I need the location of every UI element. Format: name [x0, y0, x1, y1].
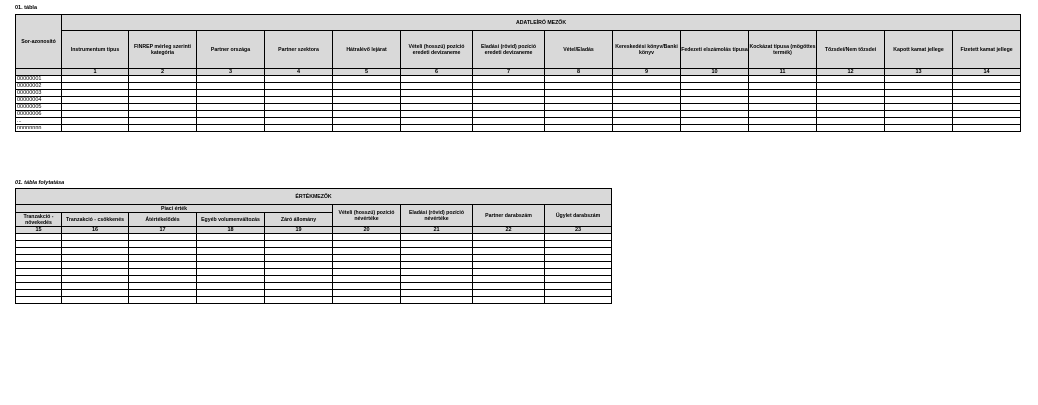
- data-cell[interactable]: [953, 76, 1021, 83]
- data-cell[interactable]: [129, 290, 197, 297]
- row-id: 00000004: [16, 97, 62, 104]
- column-header: Eladási (rövid) pozíció eredeti devizaneme: [473, 31, 545, 69]
- table-row: [16, 297, 612, 304]
- data-cell[interactable]: [197, 241, 265, 248]
- column-number: 9: [613, 69, 681, 76]
- column-number: 2: [129, 69, 197, 76]
- data-cell[interactable]: [953, 111, 1021, 118]
- column-number: 4: [265, 69, 333, 76]
- data-cell[interactable]: [885, 90, 953, 97]
- table2-caption: 01. tábla folytatása: [15, 180, 65, 186]
- data-cell[interactable]: [265, 255, 333, 262]
- data-cell[interactable]: [265, 234, 333, 241]
- data-cell[interactable]: [197, 111, 265, 118]
- column-header: Vételi (hosszú) pozíció névértéke: [333, 205, 401, 227]
- data-cell[interactable]: [681, 125, 749, 132]
- data-cell[interactable]: [545, 269, 612, 276]
- data-cell[interactable]: [265, 276, 333, 283]
- value-table: [15, 188, 612, 304]
- data-cell[interactable]: [613, 90, 681, 97]
- data-cell[interactable]: [333, 83, 401, 90]
- data-cell[interactable]: [545, 255, 612, 262]
- column-number: 1: [62, 69, 129, 76]
- data-cell[interactable]: [62, 241, 129, 248]
- data-cell[interactable]: [817, 104, 885, 111]
- data-cell[interactable]: [333, 234, 401, 241]
- column-header: Kereskedési könyv/Banki könyv: [613, 31, 681, 69]
- data-cell[interactable]: [817, 111, 885, 118]
- data-cell[interactable]: [62, 234, 129, 241]
- data-cell[interactable]: [885, 111, 953, 118]
- data-cell[interactable]: [817, 125, 885, 132]
- data-cell[interactable]: [265, 269, 333, 276]
- data-cell[interactable]: [545, 234, 612, 241]
- column-number: 11: [749, 69, 817, 76]
- data-cell[interactable]: [197, 125, 265, 132]
- column-number: 5: [333, 69, 401, 76]
- data-cell[interactable]: [817, 97, 885, 104]
- data-cell[interactable]: [16, 262, 62, 269]
- data-cell[interactable]: [401, 118, 473, 125]
- table1-caption: 01. tábla: [15, 5, 38, 11]
- column-number: 18: [197, 227, 265, 234]
- data-cell[interactable]: [473, 297, 545, 304]
- data-cell[interactable]: [681, 118, 749, 125]
- data-cell[interactable]: [265, 283, 333, 290]
- data-cell[interactable]: [681, 76, 749, 83]
- data-cell[interactable]: [16, 269, 62, 276]
- column-header: Tőzsdei/Nem tőzsdei: [817, 31, 885, 69]
- data-cell[interactable]: [953, 83, 1021, 90]
- data-cell[interactable]: [545, 241, 612, 248]
- data-cell[interactable]: [749, 76, 817, 83]
- data-cell[interactable]: [129, 76, 197, 83]
- data-cell[interactable]: [401, 248, 473, 255]
- data-cell[interactable]: [473, 290, 545, 297]
- data-cell[interactable]: [265, 241, 333, 248]
- data-cell[interactable]: [401, 255, 473, 262]
- data-cell[interactable]: [401, 297, 473, 304]
- data-cell[interactable]: [265, 297, 333, 304]
- data-cell[interactable]: [545, 262, 612, 269]
- data-cell[interactable]: [129, 118, 197, 125]
- column-number: 16: [62, 227, 129, 234]
- data-cell[interactable]: [265, 90, 333, 97]
- data-cell[interactable]: [401, 269, 473, 276]
- sub-column-header: Tranzakció - csökkenés: [62, 213, 129, 227]
- data-cell[interactable]: [197, 97, 265, 104]
- data-cell[interactable]: [16, 234, 62, 241]
- data-cell[interactable]: [197, 118, 265, 125]
- data-cell[interactable]: [197, 269, 265, 276]
- data-cell[interactable]: [333, 90, 401, 97]
- data-cell[interactable]: [333, 104, 401, 111]
- data-cell[interactable]: [885, 125, 953, 132]
- data-cell[interactable]: [197, 90, 265, 97]
- table-row: [16, 248, 612, 255]
- data-cell[interactable]: [749, 97, 817, 104]
- column-header: Instrumentum típus: [62, 31, 129, 69]
- data-cell[interactable]: [62, 97, 129, 104]
- table-row: [16, 97, 1021, 104]
- data-cell[interactable]: [749, 111, 817, 118]
- data-cell[interactable]: [197, 283, 265, 290]
- data-cell[interactable]: [333, 125, 401, 132]
- data-cell[interactable]: [129, 276, 197, 283]
- data-cell[interactable]: [749, 118, 817, 125]
- data-cell[interactable]: [613, 125, 681, 132]
- column-header: Kockázat típusa (mögöttes termék): [749, 31, 817, 69]
- column-header: FINREP mérleg szerinti kategória: [129, 31, 197, 69]
- data-cell[interactable]: [16, 276, 62, 283]
- data-cell[interactable]: [545, 118, 613, 125]
- data-cell[interactable]: [401, 290, 473, 297]
- sub-column-header: Tranzakció - növekedés: [16, 213, 62, 227]
- data-cell[interactable]: [62, 269, 129, 276]
- data-cell[interactable]: [681, 104, 749, 111]
- data-cell[interactable]: [401, 83, 473, 90]
- data-cell[interactable]: [749, 83, 817, 90]
- table-row: [16, 111, 1021, 118]
- data-cell[interactable]: [129, 111, 197, 118]
- data-cell[interactable]: [401, 262, 473, 269]
- table-row: [16, 255, 612, 262]
- value-fields-header: ÉRTÉKMEZŐK: [16, 189, 612, 205]
- data-cell[interactable]: [265, 290, 333, 297]
- data-cell[interactable]: [545, 248, 612, 255]
- data-cell[interactable]: [401, 125, 473, 132]
- data-cell[interactable]: [401, 76, 473, 83]
- column-number: 19: [265, 227, 333, 234]
- data-cell[interactable]: [545, 283, 612, 290]
- data-cell[interactable]: [473, 234, 545, 241]
- data-cell[interactable]: [885, 76, 953, 83]
- descriptor-fields-header: ADATLEÍRÓ MEZŐK: [62, 15, 1021, 31]
- data-cell[interactable]: [62, 76, 129, 83]
- data-cell[interactable]: [16, 290, 62, 297]
- row-id: 00000003: [16, 90, 62, 97]
- data-cell[interactable]: [401, 234, 473, 241]
- data-cell[interactable]: [473, 104, 545, 111]
- column-number: 10: [681, 69, 749, 76]
- data-cell[interactable]: [953, 97, 1021, 104]
- column-number: 22: [473, 227, 545, 234]
- data-cell[interactable]: [613, 83, 681, 90]
- data-cell[interactable]: [545, 297, 612, 304]
- data-cell[interactable]: [681, 97, 749, 104]
- data-cell[interactable]: [197, 290, 265, 297]
- data-cell[interactable]: [401, 111, 473, 118]
- data-cell[interactable]: [129, 283, 197, 290]
- sub-column-header: Záró állomány: [265, 213, 333, 227]
- data-cell[interactable]: [749, 125, 817, 132]
- data-cell[interactable]: [681, 111, 749, 118]
- data-cell[interactable]: [265, 118, 333, 125]
- column-header: Kapott kamat jellege: [885, 31, 953, 69]
- data-cell[interactable]: [129, 241, 197, 248]
- data-cell[interactable]: [545, 97, 613, 104]
- data-cell[interactable]: [62, 248, 129, 255]
- data-cell[interactable]: [197, 104, 265, 111]
- row-id: 00000006: [16, 111, 62, 118]
- data-cell[interactable]: [333, 269, 401, 276]
- data-cell[interactable]: [265, 111, 333, 118]
- row-id: nnnnnnnn: [16, 125, 62, 132]
- data-cell[interactable]: [473, 255, 545, 262]
- data-cell[interactable]: [885, 97, 953, 104]
- data-cell[interactable]: [885, 104, 953, 111]
- data-cell[interactable]: [265, 125, 333, 132]
- data-cell[interactable]: [333, 76, 401, 83]
- column-header: Partner országa: [197, 31, 265, 69]
- column-header: Ügylet darabszám: [545, 205, 612, 227]
- data-cell[interactable]: [265, 248, 333, 255]
- data-cell[interactable]: [473, 90, 545, 97]
- table-row: [16, 269, 612, 276]
- data-cell[interactable]: [16, 248, 62, 255]
- data-cell[interactable]: [129, 104, 197, 111]
- table-row: [16, 262, 612, 269]
- column-header: Fedezeti elszámolás típusa: [681, 31, 749, 69]
- data-cell[interactable]: [333, 111, 401, 118]
- data-cell[interactable]: [953, 90, 1021, 97]
- data-cell[interactable]: [545, 104, 613, 111]
- data-cell[interactable]: [265, 97, 333, 104]
- data-cell[interactable]: [473, 269, 545, 276]
- data-cell[interactable]: [885, 118, 953, 125]
- data-cell[interactable]: [473, 276, 545, 283]
- column-header: Partner szektora: [265, 31, 333, 69]
- data-cell[interactable]: [129, 90, 197, 97]
- data-cell[interactable]: [473, 262, 545, 269]
- data-cell[interactable]: [333, 248, 401, 255]
- data-cell[interactable]: [129, 269, 197, 276]
- data-cell[interactable]: [16, 297, 62, 304]
- data-cell[interactable]: [473, 125, 545, 132]
- data-cell[interactable]: [129, 297, 197, 304]
- table-row: [16, 276, 612, 283]
- data-cell[interactable]: [333, 118, 401, 125]
- row-id: ...: [16, 118, 62, 125]
- data-cell[interactable]: [62, 255, 129, 262]
- data-cell[interactable]: [613, 111, 681, 118]
- data-cell[interactable]: [62, 118, 129, 125]
- data-cell[interactable]: [545, 290, 612, 297]
- data-cell[interactable]: [953, 118, 1021, 125]
- data-cell[interactable]: [129, 83, 197, 90]
- data-cell[interactable]: [16, 255, 62, 262]
- data-cell[interactable]: [749, 104, 817, 111]
- data-cell[interactable]: [545, 76, 613, 83]
- data-cell[interactable]: [197, 276, 265, 283]
- column-number: 12: [817, 69, 885, 76]
- sub-column-header: Egyéb volumenváltozás: [197, 213, 265, 227]
- data-cell[interactable]: [473, 111, 545, 118]
- data-cell[interactable]: [62, 290, 129, 297]
- data-cell[interactable]: [197, 262, 265, 269]
- number-cell-empty: [16, 69, 62, 76]
- data-cell[interactable]: [401, 104, 473, 111]
- data-cell[interactable]: [473, 241, 545, 248]
- data-cell[interactable]: [129, 234, 197, 241]
- data-cell[interactable]: [401, 283, 473, 290]
- data-cell[interactable]: [473, 118, 545, 125]
- data-cell[interactable]: [197, 83, 265, 90]
- data-cell[interactable]: [129, 97, 197, 104]
- column-number: 6: [401, 69, 473, 76]
- data-cell[interactable]: [265, 104, 333, 111]
- table-row: [16, 118, 1021, 125]
- table-row: [16, 234, 612, 241]
- column-number: 21: [401, 227, 473, 234]
- data-cell[interactable]: [817, 76, 885, 83]
- data-cell[interactable]: [197, 297, 265, 304]
- data-cell[interactable]: [197, 255, 265, 262]
- sub-column-header: Átértékelődés: [129, 213, 197, 227]
- data-cell[interactable]: [953, 125, 1021, 132]
- data-cell[interactable]: [613, 118, 681, 125]
- data-cell[interactable]: [545, 276, 612, 283]
- column-number: 20: [333, 227, 401, 234]
- table-row: [16, 104, 1021, 111]
- data-cell[interactable]: [333, 283, 401, 290]
- row-id: 00000002: [16, 83, 62, 90]
- data-cell[interactable]: [62, 104, 129, 111]
- descriptor-table: [15, 14, 1021, 132]
- data-cell[interactable]: [401, 276, 473, 283]
- data-cell[interactable]: [817, 118, 885, 125]
- row-id: 00000005: [16, 104, 62, 111]
- table-row: [16, 241, 612, 248]
- data-cell[interactable]: [333, 276, 401, 283]
- data-cell[interactable]: [545, 111, 613, 118]
- rowid-header: Sor-azonosító: [16, 15, 62, 69]
- data-cell[interactable]: [681, 90, 749, 97]
- data-cell[interactable]: [129, 255, 197, 262]
- column-number: 14: [953, 69, 1021, 76]
- column-number: 8: [545, 69, 613, 76]
- data-cell[interactable]: [62, 90, 129, 97]
- data-cell[interactable]: [613, 76, 681, 83]
- market-value-header: Piaci érték: [16, 205, 333, 213]
- column-header: Partner darabszám: [473, 205, 545, 227]
- column-header: Hátralévő lejárat: [333, 31, 401, 69]
- data-cell[interactable]: [749, 90, 817, 97]
- data-cell[interactable]: [333, 97, 401, 104]
- table-row: [16, 290, 612, 297]
- data-cell[interactable]: [681, 83, 749, 90]
- data-cell[interactable]: [62, 83, 129, 90]
- data-cell[interactable]: [129, 125, 197, 132]
- data-cell[interactable]: [62, 111, 129, 118]
- data-cell[interactable]: [473, 76, 545, 83]
- data-cell[interactable]: [333, 290, 401, 297]
- table-row: [16, 283, 612, 290]
- data-cell[interactable]: [265, 76, 333, 83]
- data-cell[interactable]: [129, 248, 197, 255]
- column-header: Vételi (hosszú) pozíció eredeti devizaneme: [401, 31, 473, 69]
- data-cell[interactable]: [197, 76, 265, 83]
- data-cell[interactable]: [333, 241, 401, 248]
- data-cell[interactable]: [333, 255, 401, 262]
- data-cell[interactable]: [129, 262, 197, 269]
- data-cell[interactable]: [265, 83, 333, 90]
- data-cell[interactable]: [545, 83, 613, 90]
- data-cell[interactable]: [473, 283, 545, 290]
- data-cell[interactable]: [545, 125, 613, 132]
- data-cell[interactable]: [473, 83, 545, 90]
- data-cell[interactable]: [613, 104, 681, 111]
- data-cell[interactable]: [197, 248, 265, 255]
- column-number: 3: [197, 69, 265, 76]
- data-cell[interactable]: [62, 297, 129, 304]
- column-number: 17: [129, 227, 197, 234]
- data-cell[interactable]: [953, 104, 1021, 111]
- column-header: Fizetett kamat jellege: [953, 31, 1021, 69]
- data-cell[interactable]: [16, 283, 62, 290]
- table-row: [16, 125, 1021, 132]
- column-number: 7: [473, 69, 545, 76]
- column-number: 15: [16, 227, 62, 234]
- data-cell[interactable]: [401, 241, 473, 248]
- data-cell[interactable]: [265, 262, 333, 269]
- data-cell[interactable]: [197, 234, 265, 241]
- column-header: Eladási (rövid) pozíció névértéke: [401, 205, 473, 227]
- data-cell[interactable]: [885, 83, 953, 90]
- data-cell[interactable]: [333, 297, 401, 304]
- column-number: 13: [885, 69, 953, 76]
- data-cell[interactable]: [401, 97, 473, 104]
- data-cell[interactable]: [473, 97, 545, 104]
- data-cell[interactable]: [62, 283, 129, 290]
- data-cell[interactable]: [401, 90, 473, 97]
- data-cell[interactable]: [545, 90, 613, 97]
- data-cell[interactable]: [817, 83, 885, 90]
- data-cell[interactable]: [333, 262, 401, 269]
- data-cell[interactable]: [817, 90, 885, 97]
- data-cell[interactable]: [62, 262, 129, 269]
- data-cell[interactable]: [16, 241, 62, 248]
- column-number: 23: [545, 227, 612, 234]
- table-row: [16, 90, 1021, 97]
- table-row: [16, 83, 1021, 90]
- table-row: [16, 76, 1021, 83]
- data-cell[interactable]: [62, 276, 129, 283]
- row-id: 00000001: [16, 76, 62, 83]
- column-header: Vétel/Eladás: [545, 31, 613, 69]
- data-cell[interactable]: [613, 97, 681, 104]
- data-cell[interactable]: [62, 125, 129, 132]
- data-cell[interactable]: [473, 248, 545, 255]
